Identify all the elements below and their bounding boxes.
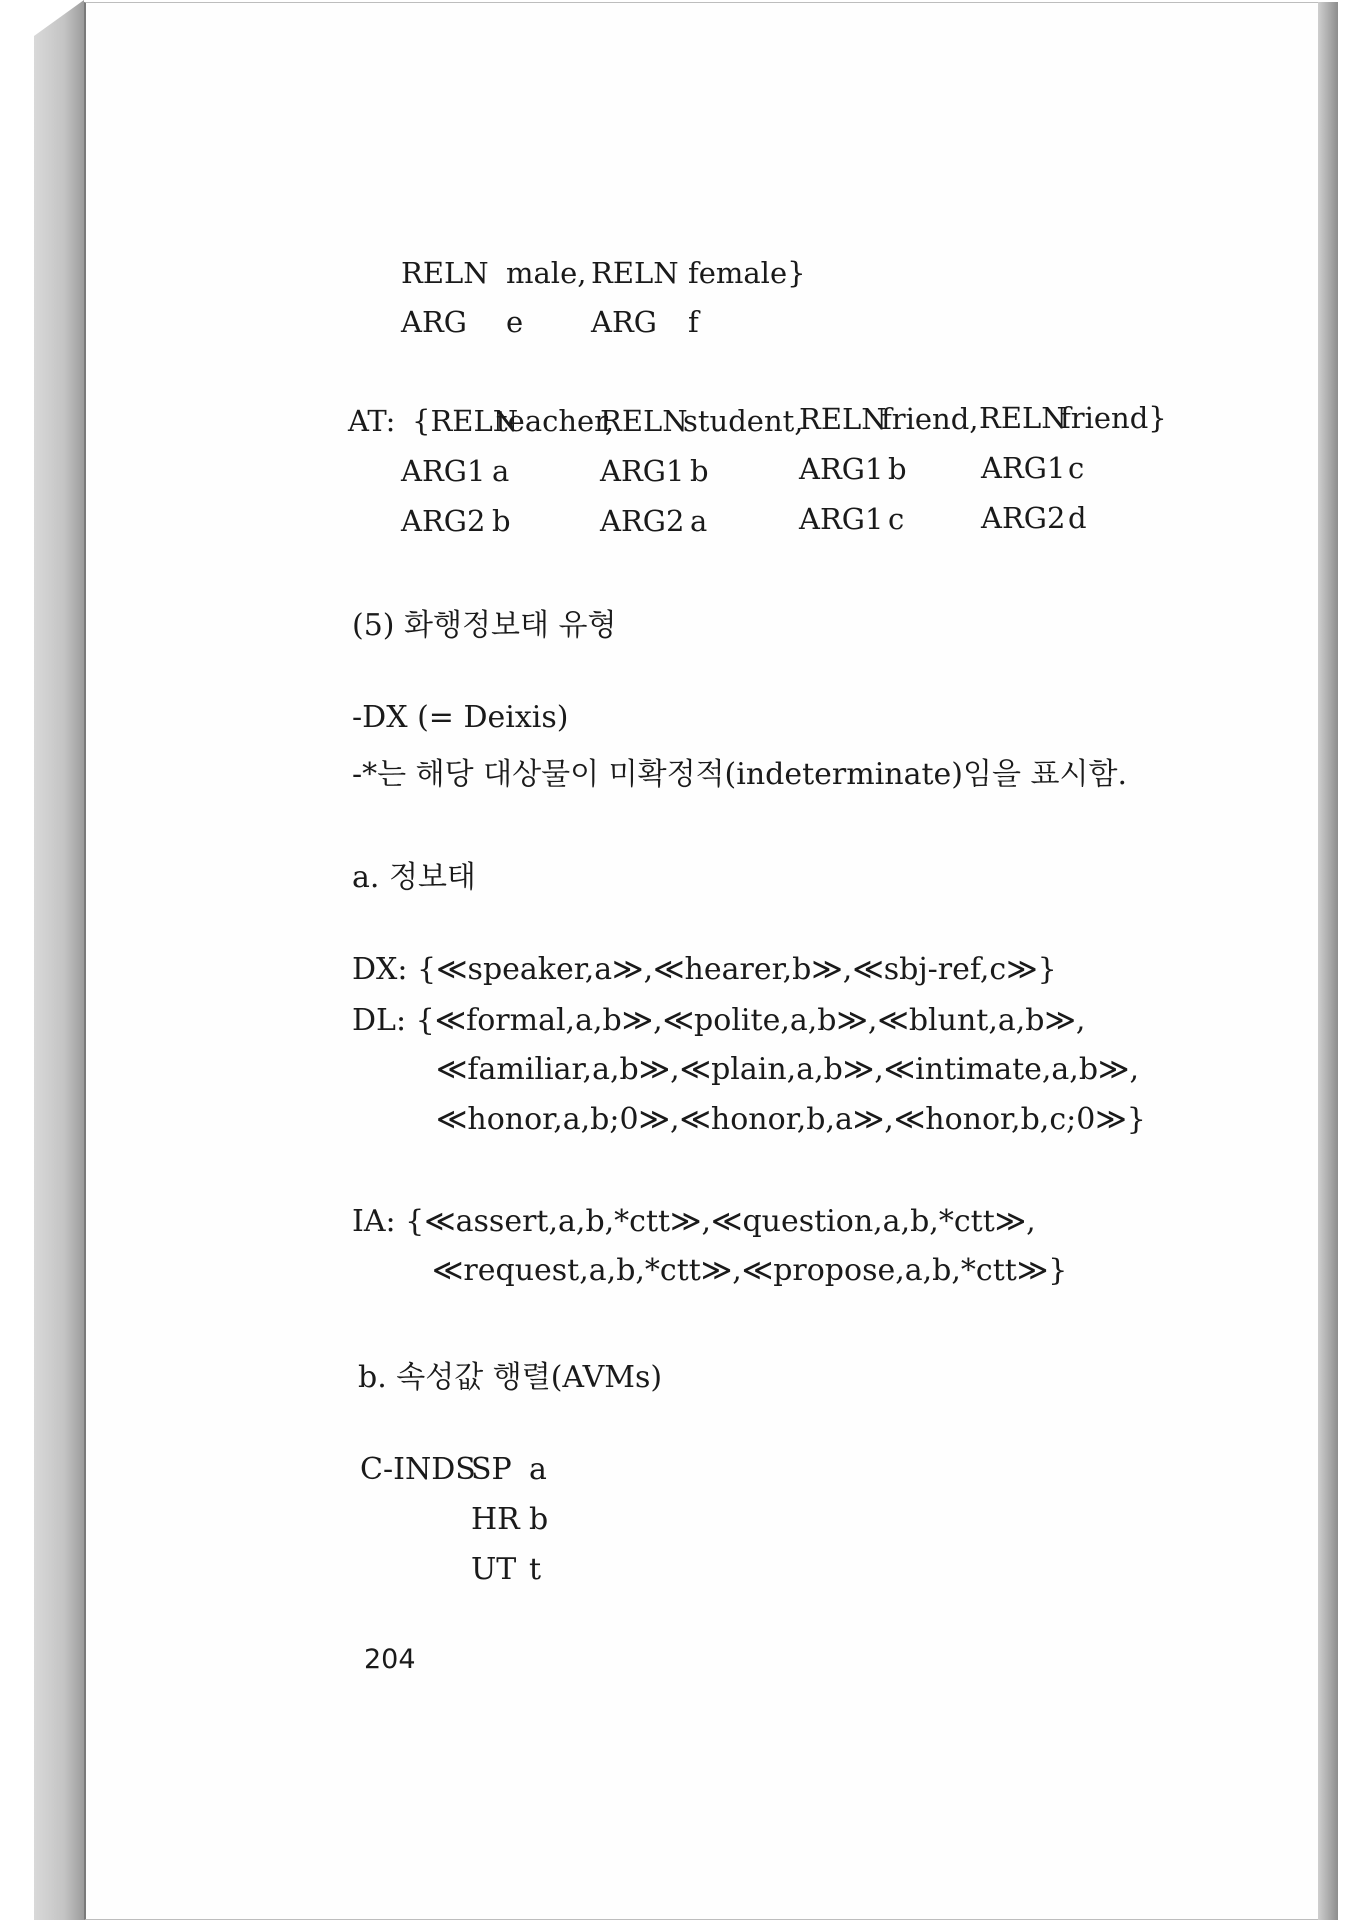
cell: friend,: [881, 402, 979, 436]
cell: teacher,: [496, 404, 615, 438]
subsection-heading-a: a. 정보태: [352, 860, 476, 895]
cell: f: [688, 305, 699, 339]
dl-line: DL: {≪formal,a,b≫,≪polite,a,b≫,≪blunt,a,b≫,: [352, 1003, 1086, 1038]
book-spine: [34, 0, 84, 1920]
cell: RELN: [979, 401, 1067, 435]
ia-line: IA: {≪assert,a,b,*ctt≫,≪question,a,b,*ctt≫,: [352, 1204, 1036, 1239]
cell: c: [1068, 451, 1085, 485]
dl-line: ≪honor,a,b;0≫,≪honor,b,a≫,≪honor,b,c;0≫}: [436, 1102, 1146, 1137]
cell: b: [690, 454, 709, 488]
dx-line: DX: {≪speaker,a≫,≪hearer,b≫,≪sbj-ref,c≫}: [352, 952, 1057, 987]
ia-line: ≪request,a,b,*ctt≫,≪propose,a,b,*ctt≫}: [432, 1253, 1068, 1288]
cell: a: [690, 504, 708, 538]
cell: c: [888, 502, 905, 536]
cell: ARG: [401, 305, 467, 339]
cell: ARG1: [799, 502, 884, 536]
book-edge: [1318, 2, 1338, 1920]
section-heading: (5) 화행정보태 유형: [352, 608, 617, 643]
cell: ARG: [591, 305, 657, 339]
cell: {RELN: [412, 404, 519, 438]
cell: ARG1: [981, 451, 1066, 485]
subsection-heading-b: b. 속성값 행렬(AVMs): [358, 1360, 663, 1395]
cell: b: [492, 504, 511, 538]
cell: friend}: [1060, 401, 1167, 435]
avm-attr: UT: [471, 1552, 517, 1587]
page-number: 204: [364, 1644, 416, 1675]
cell: a: [492, 454, 510, 488]
avm-head: C-INDS: [360, 1452, 476, 1487]
cell: ARG2: [600, 504, 685, 538]
cell: student,: [683, 404, 804, 438]
cell: e: [506, 305, 524, 339]
cell: RELN: [401, 256, 489, 290]
cell: male,: [506, 256, 587, 290]
dl-line: ≪familiar,a,b≫,≪plain,a,b≫,≪intimate,a,b≫,: [436, 1052, 1139, 1087]
avm-attr: HR: [471, 1502, 520, 1537]
cell: ARG1: [600, 454, 685, 488]
cell: ARG2: [401, 504, 486, 538]
at-label: AT:: [348, 404, 396, 438]
avm-val: b: [529, 1502, 549, 1537]
cell: ARG1: [401, 454, 486, 488]
cell: female}: [688, 256, 806, 290]
cell: RELN: [591, 256, 679, 290]
cell: ARG2: [981, 501, 1066, 535]
cell: RELN: [799, 402, 887, 436]
avm-val: a: [529, 1452, 547, 1487]
indeterminate-note: -*는 해당 대상물이 미확정적(indeterminate)임을 표시함.: [352, 757, 1127, 792]
avm-attr: SP: [471, 1452, 512, 1487]
cell: RELN: [600, 404, 688, 438]
cell: d: [1068, 501, 1087, 535]
cell: ARG1: [799, 452, 884, 486]
deixis-note: -DX (= Deixis): [352, 700, 569, 735]
cell: b: [888, 452, 907, 486]
avm-val: t: [529, 1552, 542, 1587]
